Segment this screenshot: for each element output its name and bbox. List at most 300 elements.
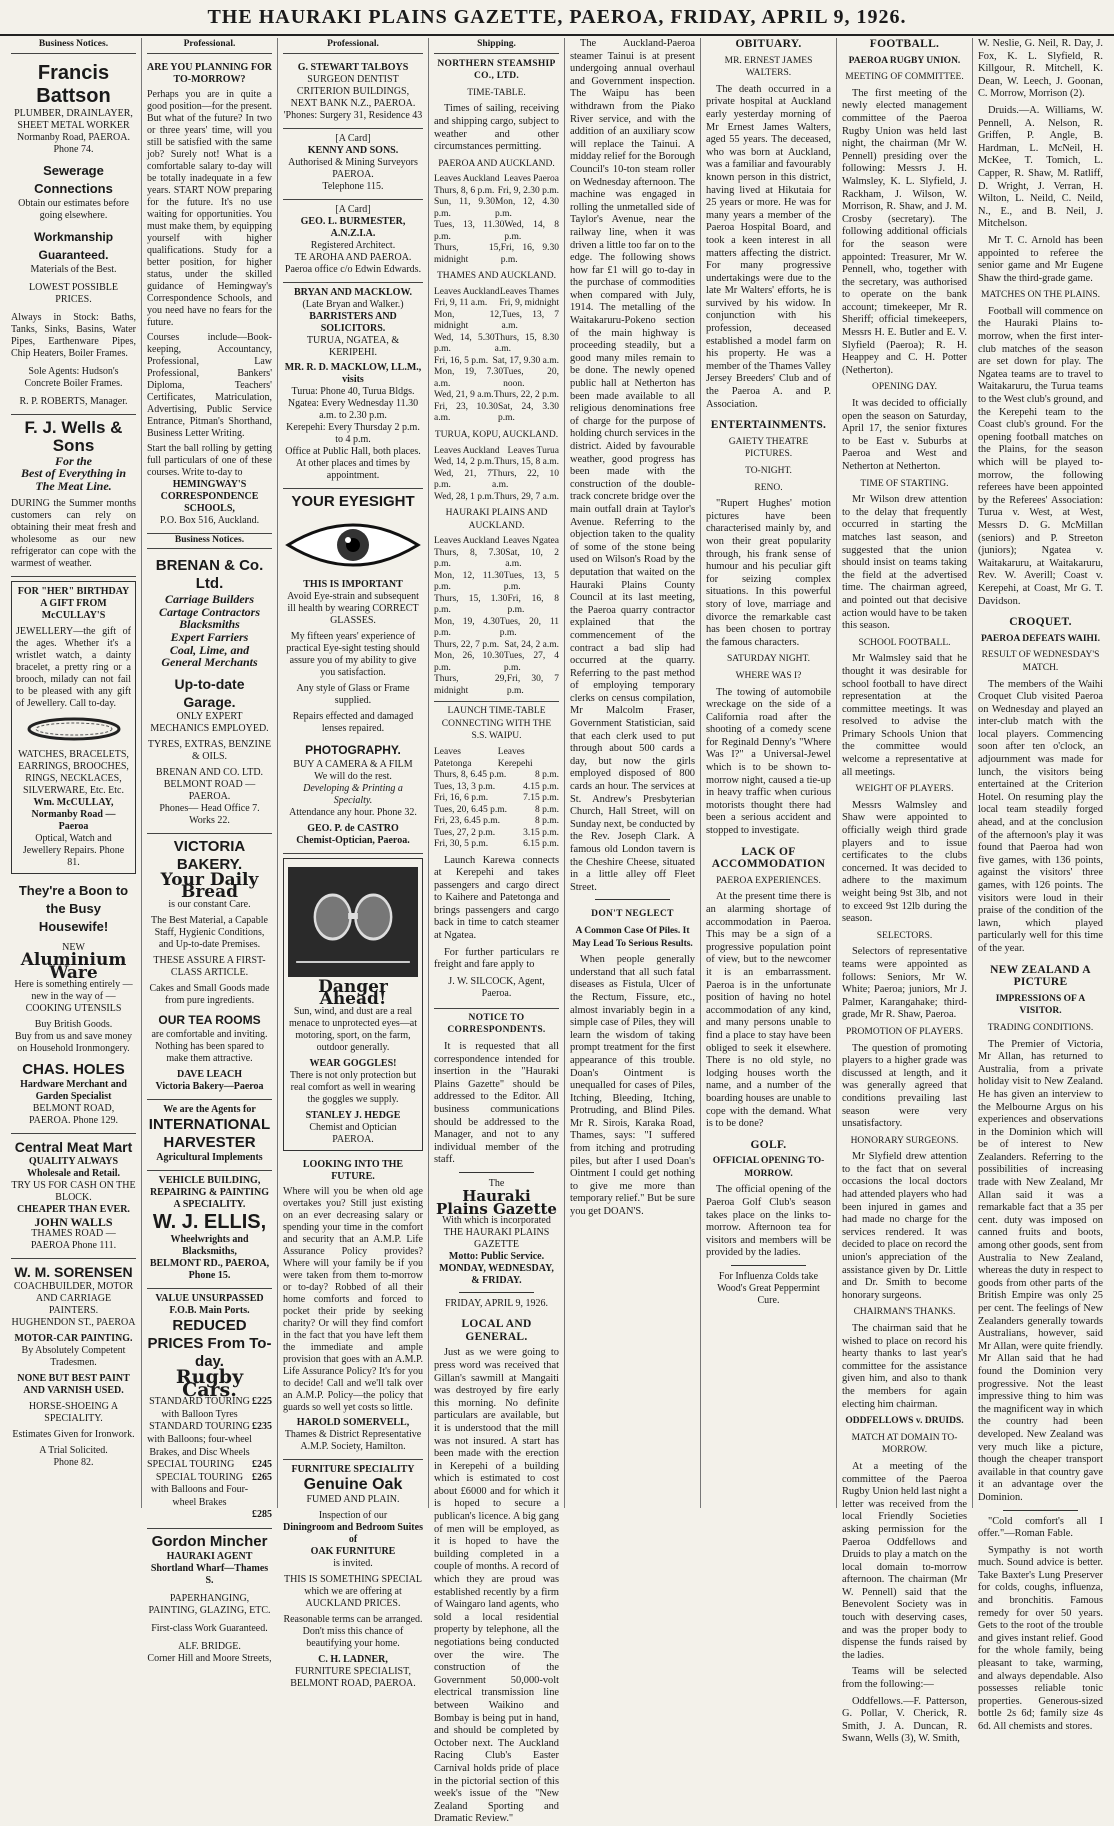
aluminium-ad [11, 878, 136, 1134]
paragraph: Just as we were going to press word was received that Gillan's sawmill at Mangaiti was destroyed by fire early this morning. No definite particulars are available, but it is understood that the mill was not insured. A start has been made with the erection in Kerepehi of a building which is estimated to cost about £6000 and for which it is hoped to secure a publican's licence. A big gang of men will be employed, as it is hoped to have the building completed in a couple of months. A record of which they are proud was established recently by a firm of Waingaro land agents, who sold a local residential property by telephone, all the negotiations being conducted over the wire. The construction of the Government 50,000-volt electrical transmission line between Waikino and Bombay is being put in hand, and should be completed by October next. The Auckland Racing Club's Easter Carnival holds pride of place in the pictorial section of this week's issue of the "New Zealand Sporting and Dramatic Review." [434, 1347, 559, 1825]
masthead-the: The [488, 1177, 505, 1189]
mincher-ad [147, 1529, 272, 1671]
ad-text: OAK FURNITURE [310, 1545, 396, 1557]
schedule-cell: Mon, 26, 10.30 p.m. [434, 651, 504, 673]
ad-text: Phones— Head Office 7. Works 22. [159, 802, 260, 826]
paragraph: Football will commence on the Hauraki Plains to-morrow, when the first inter-club matches of the season are set down for play. The Ngatea teams are to travel to Waitakaruru, the Turua teams to the West club's ground, and the Kerepehi team to the Coast club's ground. For the opening football matches on the Plains, for the season which will be played to-morrow, the following referees have been appointed by the Referees' Association: Turua v. West, at West, Messrs D. G. McMillan (seniors) and P. Streeton (juniors); Ngatea v. Waitakaruru, at Waitakaruru, Rev. W. Averill; Coast v. Kerepehi, at Coast, Mr G. T. Davidson. [978, 305, 1103, 607]
schedule-col-label: Leaves Paeroa [503, 174, 559, 185]
schedule-row [434, 548, 559, 571]
ad-title: ARE YOU PLANNING FOR TO-MORROW? [147, 61, 272, 85]
schedule-row [434, 220, 559, 243]
ad-text: WEAR GOGGLES! [309, 1057, 397, 1069]
ad-text: are comfortable and inviting. Nothing has been spared to make them attractive. [151, 1028, 268, 1064]
ad-title: GEO. L. BURMESTER, A.N.Z.I.A. [300, 215, 406, 239]
ad-text: DURING the Summer months customers can rely on obtaining their meat fresh and wholesome as our new refrigerator can cope with the warmest of weather. [11, 498, 136, 570]
ad-text: Here is something entirely — new in the way of — COOKING UTENSILS [14, 979, 133, 1015]
paragraph: The Premier of Victoria, Mr Allan, has returned to Australia, from a private holiday visit to New Zealand. He has given an interview to the Melbourne Argus on his experiences and observations in the Dominion which will be of interest to New Zealanders. Referring to the possibilities of increasing trade with New Zealand, Mr Allan said it was a remarkable fact that a 35 per cent. duty was imposed on canned fruits and boots, among other goods, sent from Australia to New Zealand, whereas the duty in respect to goods from other parts of the British Empire was only 25 per cent. The feelings of New Zealanders generally towards Australians, however, said Mr Allan, were quite friendly. Mr Allan said that he had found the Dominion very progressive. Not the least impressive thing to him was the magnificent way in which the country had been developed. New Zealand was very much like a picture, though the cheaper transport available in that country gave it an advantage over the Dominion. [978, 1038, 1103, 1503]
ad-text: JOHN WALLS [34, 1215, 113, 1230]
ad-text: TURUA, NGATEA, & KERIPEHI. [306, 334, 400, 358]
ad-title: Central Meat Mart [14, 1139, 133, 1156]
subhead: GAIETY THEATRE PICTURES. [728, 436, 809, 460]
ad-text: The Meat Line. [35, 478, 112, 493]
schedule-row [434, 651, 559, 674]
subhead: TIME OF STARTING. [860, 478, 949, 489]
divider [459, 1292, 534, 1293]
rugby-cars-ad [147, 1289, 272, 1529]
ad-text: PLUMBER, DRAINLAYER, SHEET METAL WORKER [14, 107, 133, 131]
gazette-date: FRIDAY, APRIL 9, 1926. [445, 1298, 548, 1310]
ad-text: Phone 15. [188, 1269, 231, 1281]
subhead: HONORARY SURGEONS. [850, 1135, 959, 1146]
subhead: OPENING DAY. [872, 382, 937, 393]
ad-text: The Best Material, a Capable Staff, Hygienic Conditions, and Up-to-date Premises. [151, 914, 268, 950]
schedule-row [434, 828, 559, 840]
ad-text: A Trial Solicited. [39, 1445, 108, 1457]
schedule-cell: 4.15 p.m. [523, 781, 559, 792]
ad-text: NEW [62, 941, 85, 953]
ad-text: Obtain our estimates before going elsewhere. [18, 197, 129, 221]
schedule-cell: Wed, 21, 9 a.m. [434, 390, 494, 401]
schedule-header [434, 446, 559, 458]
schedule-cell: Fri, 16, 9.30 p.m. [500, 243, 559, 265]
ad-text: Registered Architect. [310, 239, 396, 251]
croquet-heading: CROQUET. [1009, 616, 1072, 629]
ad-title: YOUR EYESIGHT [291, 492, 415, 510]
paragraph: "Rupert Hughes' motion pictures have been characterised mainly by, and won their great popularity through, his frank sense of humour and his peculiar gift for seizing complex situations. In this powerful story of love, marriage and divorce the remarkable cast has been chosen to portray the famous characters. [706, 498, 831, 648]
subhead: OFFICIAL OPENING TO-MORROW. [712, 1156, 825, 1179]
ad-text: HORSE-SHOEING A SPECIALITY. [28, 1401, 119, 1425]
schedule-row [434, 186, 559, 198]
schedule-row [434, 839, 559, 851]
section-head: Shipping. [434, 38, 559, 54]
schedule-launch [434, 747, 559, 851]
ad-text: Carriage Builders [164, 592, 254, 607]
ad-title: PHOTOGRAPHY. [305, 742, 401, 757]
ad-text: We will do the rest. [314, 770, 392, 782]
ad-text: THESE ASSURE A FIRST-CLASS ARTICLE. [153, 954, 266, 978]
schedule-header [434, 536, 559, 548]
gazette-motto: Motto: Public Service. [448, 1251, 545, 1263]
hemingway-ad [147, 58, 272, 534]
sorensen-ad [11, 1259, 136, 1475]
paragraph: "Cold comfort's all I offer."—Roman Fable. [978, 1515, 1103, 1540]
subhead: RESULT OF WEDNESDAY'S MATCH. [981, 650, 1100, 673]
column-7 [837, 38, 973, 1745]
football-heading: FOOTBALL. [869, 38, 940, 50]
ad-text: is our constant Care. [168, 898, 251, 910]
ad-title: Your Daily Bread [160, 869, 259, 903]
schedule-col-label: Leaves Ngatea [502, 536, 559, 547]
subhead: TURUA, KOPU, AUCKLAND. [434, 429, 559, 440]
battson-ad [11, 58, 136, 415]
ad-text: Perhaps you are in quite a good position—for the present. But what of the future? In two or three years' time, will you still be satisfied with the same job? Surely not! What is a comfortable salary to-day will be totally inadequate in a few years. START NOW preparing for the future. It's no use waiting for opportunities. You must make them, by equipping yourself with higher qualifications. Study for a better position, for higher status, under the skilled guidance of Hemingway's Correspondence Schools, and you need have no fears for the future. [147, 88, 272, 328]
price-row [147, 1472, 272, 1510]
paragraph: The chairman said that he wished to place on record his hearty thanks to last year's committee for the assistance given him, and also to thank the members for again electing him chairman. [842, 1323, 967, 1410]
price-row [147, 1421, 272, 1459]
schedule-row [434, 674, 559, 697]
ad-text: BELMONT ROAD — PAEROA. [163, 778, 256, 802]
schedule-cell: Fri, 16, 6 p.m. [434, 793, 489, 803]
ad-text: P.O. Box 516, Auckland. [159, 514, 260, 526]
schedule-header [434, 287, 559, 299]
schedule-cell: Fri, 16, 5 p.m. [434, 355, 489, 366]
ad-text: C. H. LADNER, [318, 1653, 388, 1665]
ad-text: Paeroa office c/o Edwin Edwards. [284, 263, 422, 275]
price-row [147, 1509, 272, 1522]
subhead: LAUNCH TIME-TABLE CONNECTING WITH THE S.S. WAIPU. [434, 701, 559, 743]
ad-title: LOOKING INTO THE FUTURE. [302, 1158, 404, 1182]
ad-text: Diningroom and Bedroom Suites of [283, 1521, 423, 1545]
ad-text: R. P. ROBERTS, Manager. [19, 395, 128, 407]
ad-title: Genuine Oak [303, 1475, 403, 1493]
ad-text: FURNITURE SPECIALIST, [295, 1665, 411, 1677]
gazette-days: MONDAY, WEDNESDAY, & FRIDAY. [439, 1263, 554, 1287]
paragraph: Mr T. C. Arnold has been appointed to referee the senior game and Mr Eugene Shaw the third-grade game. [978, 234, 1103, 284]
schedule-header [434, 174, 559, 186]
ad-text: FUMED AND PLAIN. [306, 1493, 400, 1505]
schedule-cell: Thurs, 8, 6.45 p.m. [434, 770, 507, 780]
ad-text: ALF. BRIDGE. [178, 1641, 241, 1653]
ad-text: STANLEY J. HEDGE [305, 1109, 401, 1121]
paragraph: Mr Walmsley said that he thought it was desirable for school football to have direct representation at the committee meetings. It was resolved to advise the Primary Schools Union that the committee would welcome a representative at all meetings. [842, 653, 967, 778]
lack-heading: LACK OF ACCOMMODATION [711, 845, 826, 871]
ad-text: BARRISTERS AND SOLICITORS. [309, 310, 397, 334]
schedule-turua-kopu [434, 446, 559, 504]
ad-heading: DON'T NEGLECT [591, 909, 674, 920]
ad-text: For Influenza Colds take [718, 1271, 819, 1283]
price-value: £245 [252, 1459, 272, 1471]
wells-ad [11, 415, 136, 578]
divider [1003, 1510, 1078, 1511]
ad-text: HAROLD SOMERVELL, [296, 1416, 410, 1428]
schedule-cell: Thurs, 15, midnight [434, 243, 501, 265]
burmester-card [283, 200, 423, 283]
ad-text: CRITERION BUILDINGS, NEXT BANK N.Z., PAEROA. [290, 85, 416, 109]
ad-text: MOTOR-CAR PAINTING. [14, 1333, 133, 1345]
column-2 [142, 38, 278, 1665]
schedule-cell: Fri, 16, 8 p.m. [507, 593, 559, 616]
talboys-card [283, 58, 423, 129]
ad-text: Best of Everything in [20, 466, 126, 481]
ad-title: Rugby Cars. [175, 1365, 244, 1401]
gazette-incorp: With which is incorporated THE HAURAKI PLAINS GAZETTE [442, 1215, 551, 1251]
jewellery-ad [11, 581, 136, 874]
ad-text: PAPERHANGING, PAINTING, GLAZING, ETC. [148, 1593, 271, 1617]
subhead: MATCH AT DOMAIN TO-MORROW. [851, 1432, 958, 1456]
ad-text: Ngatea: Every Wednesday 11.30 a.m. to 2.30 p.m. [287, 397, 419, 421]
ad-title: F. J. Wells & Sons [24, 417, 123, 455]
schedule-cell: Tues, 13, 7 a.m. [501, 309, 559, 332]
schedule-hauraki-plains [434, 536, 559, 697]
masthead [0, 0, 1114, 36]
schedule-cell: Tues, 20, 11 p.m. [499, 616, 559, 639]
gazette-title: Hauraki Plains Gazette [436, 1186, 557, 1218]
ad-text: Materials of the Best. [30, 263, 117, 275]
schedule-cell: Fri, 23, 6.45 p.m. [434, 816, 500, 826]
victoria-bakery-ad [147, 834, 272, 1100]
subhead: MEETING OF COMMITTEE. [845, 72, 964, 83]
schedule-row [434, 298, 559, 310]
schedule-row [434, 390, 559, 402]
schedule-cell: Sun, 11, 9.30 p.m. [434, 197, 495, 219]
ad-text: We are the Agents for [163, 1103, 256, 1115]
schedule-cell: Fri, 30, 7 p.m. [506, 674, 559, 696]
ad-title: FOR "HER" BIRTHDAY A GIFT FROM McCULLAY'S [17, 586, 130, 622]
schedule-row [434, 782, 559, 794]
ad-text: Always in Stock: Baths, Tanks, Sinks, Basins, Water Pipes, Earthenware Pipes, Chip Heaters, Boiler Frames. [11, 311, 136, 359]
ad-text: Agricultural Implements [156, 1151, 263, 1163]
subhead: MATCHES ON THE PLAINS. [980, 290, 1101, 301]
ad-text: Cakes and Small Goods made from pure ingredients. [149, 982, 270, 1006]
price-row [147, 1396, 272, 1421]
obituary-heading: OBITUARY. [735, 38, 802, 50]
schedule-cell: Fri, 9, 2.30 p.m. [497, 185, 559, 196]
ad-text: Hardware Merchant and Garden Specialist [20, 1079, 127, 1103]
ad-text: VEHICLE BUILDING, REPAIRING & PAINTING A SPECIALITY. [149, 1174, 270, 1210]
ad-text: TYRES, EXTRAS, BENZINE & OILS. [147, 738, 272, 762]
schedule-cell: Wed, 14, 8 p.m. [504, 220, 559, 242]
ad-text: First-class Work Guaranteed. [151, 1623, 268, 1635]
price-label: STANDARD TOURING with Balloons; four-wheel Brakes, and Disc Wheels [147, 1421, 252, 1458]
schedule-cell: Tues, 27, 4 p.m. [503, 651, 559, 673]
ad-text: Attendance any hour. Phone 32. [289, 806, 417, 818]
schedule-row [434, 356, 559, 368]
ad-text: Wood's Great Peppermint Cure. [717, 1283, 820, 1307]
ad-text: COACHBUILDER, MOTOR AND CARRIAGE PAINTERS. [13, 1281, 134, 1317]
ad-text: Reasonable terms can be arranged. Don't miss this chance of beautifying your home. [283, 1613, 423, 1649]
subhead: TIME-TABLE. [467, 87, 526, 98]
ad-text: Estimates Given for Ironwork. [12, 1429, 135, 1441]
schedule-row [434, 492, 559, 504]
paragraph: For further particulars re freight and fare apply to [434, 946, 559, 971]
paragraph: Mr Slyfield drew attention to the fact that on several occasions the local doctors had attended players who had been injured in games and had made no charge for the services rendered. It was decided to place on record the union's appreciation of the assistance given by Dr. Little and Dr. Smith to become honorary surgeons. [842, 1151, 967, 1301]
schedule-paeroa-auckland [434, 174, 559, 266]
ad-text: [A Card] [335, 203, 371, 215]
ad-text: MR. R. D. MACKLOW, LL.M., visits [284, 361, 422, 385]
ad-title: THIS IS IMPORTANT [303, 578, 403, 590]
ad-text: Optical, Watch and Jewellery Repairs. Phone 81. [22, 832, 125, 868]
ad-text: BELMONT RD., PAEROA, [149, 1257, 270, 1269]
ad-text: There is not only protection but real comfort as well in wearing the goggles we supply. [289, 1069, 417, 1105]
ad-title: KENNY AND SONS. [307, 144, 399, 156]
ad-text: Expert Farriers [170, 629, 249, 644]
paragraph: At a meeting of the committee of the Paeroa Rugby Union held last night a letter was received from the local Friendly Societies asking permission for the Paeroa Oddfellows and Druids to play a match on the local domain to-morrow afternoon. The chairman (Mr W. Pennell) said that the Benevolent Society was in touch with deserving cases, and was the proper body to dispense the funds raised by the ladies. [842, 1460, 967, 1661]
divider [731, 1265, 806, 1266]
schedule-cell: Thurs, 29, 7 a.m. [494, 491, 559, 502]
ad-text: Sun, wind, and dust are a real menace to unprotected eyes—at motoring, sport, on the farm, outdoor generally. [289, 1005, 417, 1053]
amp-ad [283, 1155, 423, 1460]
ad-text: CHEAPER THAN EVER. [17, 1204, 130, 1216]
ad-text: VALUE UNSURPASSED F.O.B. Main Ports. [155, 1292, 264, 1316]
schedule-row [434, 243, 559, 266]
ad-title: Aluminium Ware [20, 949, 127, 983]
schedule-cell: Mon, 12, midnight [434, 309, 502, 332]
schedule-cell: Fri, 23, 10.30 a.m. [434, 401, 498, 424]
ad-text: Thames & District Representative A.M.P. Society, Hamilton. [284, 1428, 422, 1452]
schedule-cell: Fri, 9, 11 a.m. [434, 298, 488, 309]
price-row [147, 1459, 272, 1472]
subhead: PAEROA AND AUCKLAND. [438, 158, 555, 169]
ad-text: My fifteen years' experience of practical Eye-sight testing should assure you of my ability to give you satisfaction. [286, 630, 420, 678]
entertainments-heading: ENTERTAINMENTS. [710, 419, 827, 432]
ad-text: Inspection of our [318, 1509, 388, 1521]
meat-mart-ad [11, 1134, 136, 1259]
ad-text: Developing & Printing a Specialty. [303, 782, 403, 806]
subhead: SELECTORS. [876, 930, 933, 941]
bryan-card [283, 283, 423, 489]
ad-title: Gordon Mincher [151, 1533, 268, 1551]
ad-text: Normanby Road, PAEROA. Phone 74. [17, 131, 130, 155]
paragraph: The question of promoting players to a higher grade was discussed at length, and it was generally agreed that conditions prevailing last season were very unsatisfactory. [842, 1042, 967, 1130]
ad-text: [A Card] [335, 132, 371, 144]
ad-text: Coal, Lime, and [169, 642, 250, 657]
ad-text: Kerepehi: Every Thursday 2 p.m. to 4 p.m. [286, 421, 420, 445]
ad-text: Wm. McCULLAY, [33, 796, 114, 808]
schedule-cell: Wed, 21, 7 p.m. [434, 468, 493, 491]
paragraph: Times of sailing, receiving and shipping cargo, subject to weather and other circumstances permitting. [434, 103, 559, 153]
subhead: RENO. [754, 482, 783, 493]
ad-text: WATCHES, BRACELETS, EARRINGS, BROOCHES, RINGS, NECKLACES, SILVERWARE, Etc. Etc. [18, 748, 129, 796]
ad-title: Up-to-date Garage. [174, 675, 245, 710]
schedule-cell: Mon, 19, 4.30 p.m. [434, 616, 500, 639]
ad-text: QUALITY ALWAYS [28, 1156, 119, 1168]
agent-name: J. W. SILCOCK, Agent, Paeroa. [448, 975, 545, 999]
price-value: £225 [252, 1396, 272, 1408]
column-1 [6, 38, 142, 1508]
schedule-col-label: Leaves Kerepehi [497, 747, 533, 769]
subhead: PAEROA EXPERIENCES. [716, 875, 821, 886]
ad-text: Normanby Road — Paeroa [31, 808, 116, 832]
ad-title: OUR TEA ROOMS [158, 1012, 261, 1027]
schedule-cell: Fri, 30, 5 p.m. [434, 839, 489, 849]
ad-title: Sewerage Connections [34, 162, 113, 196]
schedule-cell: Thurs, 22, 7 p.m. [434, 639, 500, 650]
ad-text: is invited. [333, 1557, 373, 1569]
bracelet-icon [24, 714, 124, 744]
ad-title: W. J. ELLIS, [152, 1210, 267, 1233]
price-value: £265 [252, 1471, 272, 1483]
section-head: Business Notices. [11, 38, 136, 54]
subhead: MR. ERNEST JAMES WALTERS. [724, 55, 813, 79]
schedule-col-label: Leaves Turua [507, 445, 559, 456]
ad-title: CHAS. HOLES [22, 1061, 125, 1079]
ad-text: ONLY EXPERT MECHANICS EMPLOYED. [150, 710, 269, 734]
schedule-cell: 8 p.m. [534, 770, 559, 780]
column-4 [429, 38, 565, 1825]
ellis-ad [147, 1171, 272, 1289]
schedule-cell: Sat, 24, 2 a.m. [504, 639, 559, 650]
column-5 [565, 38, 701, 1508]
ad-text: LOWEST POSSIBLE PRICES. [29, 281, 118, 305]
paragraph: Sympathy is not worth much. Sound advice is better. Take Baxter's Lung Preserver for colds, coughs, influenza, and bronchitis. Famous remedy for over 50 years. Gets to the root of the trouble and gives instant relief. Good for the whole family, being pleasant to take, warming, and always dependable. Also possesses reliable tonic properties. Generous-sized bottle 2s 6d; family size 4s 6d. All chemists and stores. [978, 1544, 1103, 1732]
ad-title: Workmanship Guaranteed. [33, 229, 114, 262]
schedule-cell: 8 p.m. [534, 816, 559, 826]
paragraph: Mr Wilson drew attention to the delay that frequently occurred in starting the matches last season, and suggested that the union should insist on teams taking the field at the advertised time. The chairman agreed, and pointed out that decisive action would have to be taken this season. [842, 494, 967, 632]
paragraph: The members of the Waihi Croquet Club visited Paeroa on Wednesday and played an inter-club match with the local players. Commencing soon after ten o'clock, an adjournment was made for lunch, the visitors being entertained at the Criterion Hotel. On resuming play the local team steadily forged ahead, and at the conclusion of the afternoon's play it was found that Paeroa had won five games, with 136 points, against the visitors' three games, with 126 points. The visitors were loud in their praise of the condition of the lawn, which played particularly well for this time of the year. [978, 678, 1103, 954]
shipping-company: NORTHERN STEAMSHIP CO., LTD. [437, 58, 556, 82]
ad-text: Authorised & Mining Surveyors PAEROA. [288, 156, 418, 180]
schedule-cell: Thurs, 15, 1.30 p.m. [434, 593, 508, 616]
subhead: WEIGHT OF PLAYERS. [855, 784, 954, 795]
schedule-cell: Tues, 13, 3 p.m. [434, 781, 496, 792]
brenan-ad [147, 553, 272, 834]
ad-text: Chemist and Optician PAEROA. [309, 1121, 397, 1145]
subhead: CHAIRMAN'S THANKS. [853, 1307, 956, 1318]
paragraph: W. Neslie, G. Neil, R. Day, J. Fox, K. L. Slyfield, R. Killgour, R. Mitchell, K. Dean, W. Leech, J. Goonan, C. Morrow, Morrison (2). [978, 38, 1103, 100]
ad-text: By Absolutely Competent Tradesmen. [21, 1345, 126, 1369]
schedule-cell: Thurs, 15, 8.30 a.m. [494, 332, 559, 355]
paragraph: The first meeting of the newly elected management committee of the Paeroa Rugby Union was held last night, the chairman (Mr W. Pennell) presiding over the following: Messrs J. H. Walmsley, K. L. Slyfield, J. Rackham, J. Wilson, W. Morrison, R. Shaw, and J. M. Crosby (secretary). The following additional officials for the season were appointed: Treasurer, Mr W. Pennell, who, together with the secretary, was authorised to operate on the bank account; timekeeper, Mr R. Sheriff; official timekeepers, Messrs H. E. Butler and E. V. Slyfield (Paeroa); R. H. Heappey and C. H. Potter (Netherton). [842, 87, 967, 376]
ad-text: For the [54, 453, 92, 468]
ad-text: BELMONT ROAD, PAEROA. [290, 1677, 416, 1689]
schedule-col-label: Leaves Patetonga [434, 747, 472, 769]
column-8 [973, 38, 1108, 1732]
ad-text: At other places and times by appointment. [295, 457, 411, 481]
ad-title: Danger Ahead! [318, 976, 388, 1010]
ad-text: Phone 82. [53, 1457, 94, 1469]
ad-text: Buy from us and save money on Household Ironmongery. [15, 1031, 132, 1055]
schedule-row [434, 793, 559, 805]
schedule-cell: 8 p.m. [534, 804, 559, 815]
golf-heading: GOLF. [750, 1138, 787, 1151]
schedule-col-label: Leaves Auckland [434, 174, 500, 185]
ad-text: SURGEON DENTIST [307, 73, 399, 85]
ad-text: Any style of Glass or Frame supplied. [296, 682, 410, 706]
ad-text: Cartage Contractors [158, 604, 260, 619]
paragraph: At the present time there is an alarming shortage of accommodation in Paeroa. This may be a sign of a progressive population point of view, but to the newcomer it is an embarrassment. Paeroa is in the unfortunate position of having no hotel accommodation of any kind, and many persons unable to find a place to stay have been obliged to seek it elsewhere. There is no old style, no lodging houses worth the name, and a number of the boarding houses are unable to cope with the demand. What is to be done? [706, 891, 831, 1130]
ad-text: HAURAKI AGENT [166, 1551, 253, 1563]
paragraph: Oddfellows.—F. Patterson, G. Pollar, V. Cherick, R. Smith, J. A. Duncan, R. Swann, Wells (3), W. Smith, [842, 1695, 967, 1745]
subhead: TO-NIGHT. [745, 466, 792, 476]
ad-text: THAMES ROAD — PAEROA Phone 111. [30, 1228, 117, 1252]
ad-text: GEO. P. de CASTRO [307, 822, 399, 834]
ad-text: Shortland Wharf—Thames S. [150, 1563, 269, 1587]
ad-text: Sole Agents: Hudson's Concrete Boiler Frames. [24, 365, 123, 389]
schedule-cell: Tues, 13, 5 p.m. [503, 570, 559, 593]
ad-text: Turua: Phone 40, Turua Bldgs. [291, 385, 415, 397]
ad-text: Office at Public Hall, both places. [285, 445, 421, 457]
ad-text: TRY US FOR CASH ON THE BLOCK. [11, 1180, 136, 1204]
ad-text: Start the ball rolling by getting full particulars of one of these courses. Write to-day to [147, 442, 272, 478]
schedule-cell: Wed, 14, 5.30 p.m. [434, 332, 495, 355]
subhead: SATURDAY NIGHT. [726, 654, 811, 665]
nz-picture-heading: NEW ZEALAND A PICTURE [990, 963, 1091, 989]
price-value: £285 [252, 1509, 272, 1521]
ad-text: Wholesale and Retail. [26, 1168, 121, 1180]
subhead: PROMOTION OF PLAYERS. [845, 1026, 964, 1037]
ad-text: 'Phones: Surgery 31, Residence 43 [283, 109, 423, 121]
schedule-cell: Thurs, 15, 8 a.m. [494, 457, 559, 468]
ad-text: JEWELLERY—the gift of the ages. Whether it's a wristlet watch, a dainty bracelet, a pretty ring or a brooch, milady can not fail to be pleased with any gift of Jewellery. Call to-day. [16, 626, 131, 710]
paragraph: Launch Karewa connects at Kerepehi and takes passengers and cargo direct to Kaihere and Patetonga and brings passengers and cargo back in time to catch steamer at Ngatea. [434, 854, 559, 942]
schedule-cell: Thurs, 22, 10 a.m. [492, 468, 559, 491]
schedule-row [434, 640, 559, 652]
schedule-row [434, 816, 559, 828]
schedule-cell: Sat, 24, 3.30 p.m. [497, 401, 559, 424]
paragraph: It was decided to officially open the season on Saturday, April 17, the senior fixtures to be East v. Suburbs at Paeroa and West and Netherton at Netherton. [842, 398, 967, 472]
price-label: STANDARD TOURING with Balloon Tyres [149, 1396, 250, 1420]
schedule-row [434, 617, 559, 640]
schedule-cell: Wed, 14, 2 p.m. [434, 457, 495, 468]
paragraph: Teams will be selected from the following:— [842, 1666, 967, 1691]
schedule-cell: Thurs, 29, midnight [434, 674, 507, 696]
schedule-row [434, 402, 559, 425]
schedule-cell: 7.15 p.m. [523, 793, 559, 803]
subhead: PAEROA RUGBY UNION. [848, 55, 961, 66]
schedule-row [434, 333, 559, 356]
column-6 [701, 38, 837, 1508]
ad-title: Francis Battson [36, 61, 111, 107]
